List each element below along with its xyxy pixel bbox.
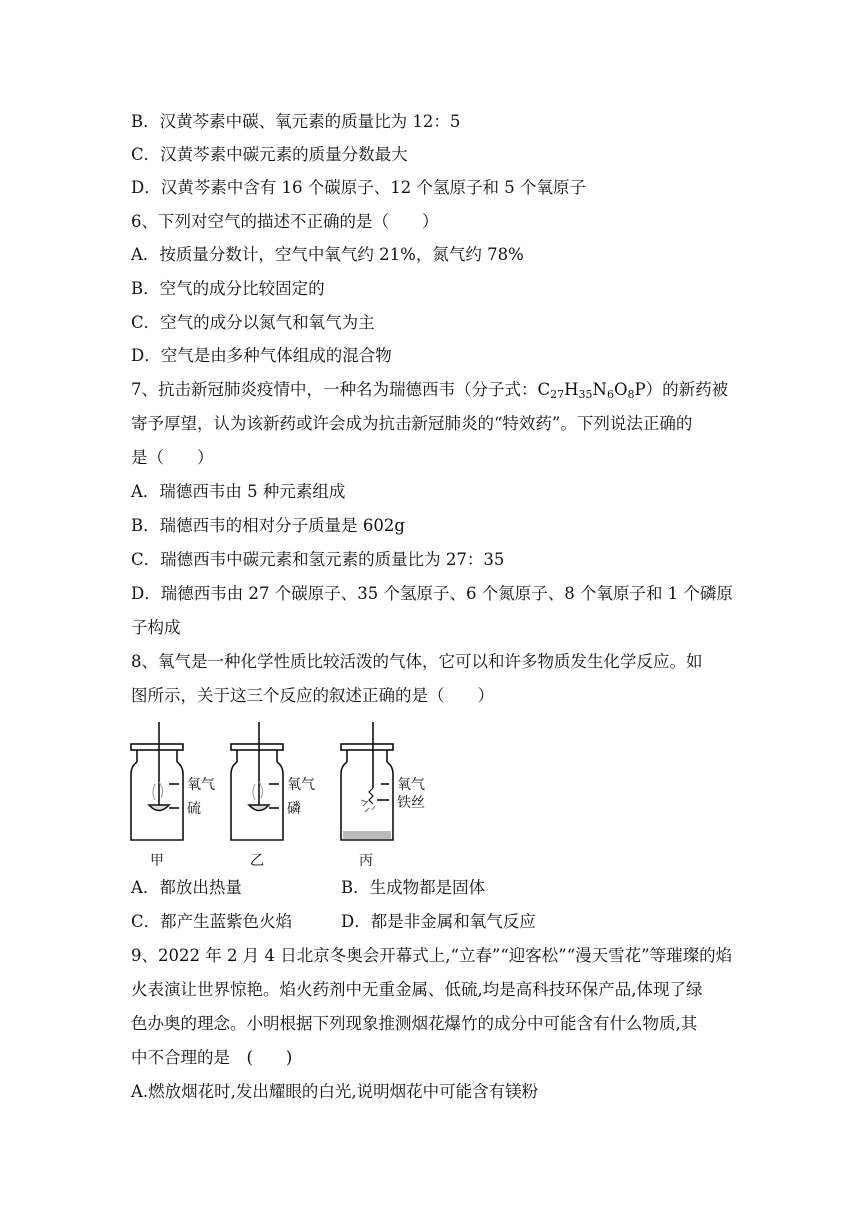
formula-sub-27: 27 [550,388,565,401]
jar-phosphorus [231,722,283,840]
label-oxygen-3: 氧气 [397,777,425,793]
q9-stem-line2: 火表演让世界惊艳。焰火药剂中无重金属、低硫,均是高科技环保产品,体现了绿 [131,980,703,999]
jar-label-bing: 丙 [359,853,373,869]
formula-o: O [613,380,628,399]
q7-stem-line2: 寄予厚望，认为该新药或许会成为抗击新冠肺炎的“特效药”。下列说法正确的 [131,414,693,433]
label-phosphorus: 磷 [287,801,301,817]
q7-stem-pre: 7、抗击新冠肺炎疫情中，一种名为瑞德西韦（分子式：C [131,380,551,399]
jar-label-jia: 甲 [150,853,164,869]
q6-stem: 6、下列对空气的描述不正确的是（ ） [131,212,439,231]
label-oxygen-1: 氧气 [187,777,215,793]
q9-stem-line3: 色办奥的理念。小明根据下列现象推测烟花爆竹的成分中可能含有什么物质,其 [131,1014,698,1033]
q5-option-b: B．汉黄芩素中碳、氧元素的质量比为 12：5 [131,112,461,131]
q7-option-d-line2: 子构成 [131,618,181,637]
q8-options-row2 [131,911,536,933]
q6-option-d: D．空气是由多种气体组成的混合物 [131,346,392,365]
q8-option-c: C．都产生蓝紫色火焰 [131,912,293,931]
q9-option-a: A.燃放烟花时,发出耀眼的白光,说明烟花中可能含有镁粉 [131,1082,539,1101]
q7-option-b: B．瑞德西韦的相对分子质量是 602g [131,516,405,535]
label-oxygen-2: 氧气 [287,777,315,793]
formula-sub-8: 8 [627,388,635,401]
q7-option-c: C．瑞德西韦中碳元素和氢元素的质量比为 27：35 [131,550,505,569]
label-iron-wire: 铁丝 [397,795,425,811]
q8-stem-line2: 图所示，关于这三个反应的叙述正确的是（ ） [131,686,494,705]
q7-option-d-line1: D．瑞德西韦由 27 个碳原子、35 个氢原子、6 个氮原子、8 个氧原子和 1 个磷原 [131,584,733,603]
combustion-figure [125,714,455,874]
jar-label-yi: 乙 [250,853,264,869]
formula-sub-6: 6 [606,388,614,401]
q8-option-d: D．都是非金属和氧气反应 [341,912,536,931]
formula-n: N [592,380,607,399]
q5-option-c: C．汉黄芩素中碳元素的质量分数最大 [131,145,408,164]
q7-option-a: A．瑞德西韦由 5 种元素组成 [131,482,346,501]
q6-option-a: A．按质量分数计，空气中氧气约 21%，氮气约 78% [131,245,524,264]
q8-options-row1 [131,877,486,899]
q5-option-d: D．汉黄芩素中含有 16 个碳原子、12 个氢原子和 5 个氧原子 [131,178,586,197]
q8-stem-line1: 8、氧气是一种化学性质比较活泼的气体，它可以和许多物质发生化学反应。如 [131,652,703,671]
jar-sulfur [131,722,183,840]
q7-stem-line3: 是（ ） [131,448,214,467]
formula-sub-35: 35 [578,388,593,401]
q7-stem-post: P）的新药被 [634,380,729,399]
q8-option-b: B．生成物都是固体 [341,878,486,897]
q8-option-a: A．都放出热量 [131,878,242,897]
formula-h: H [564,380,579,399]
q9-stem-line1: 9、2022 年 2 月 4 日北京冬奥会开幕式上,“立春”“迎客松”“漫天雪花”等璀璨的焰 [131,946,733,965]
jar-iron-wire [341,722,393,840]
label-sulfur: 硫 [187,801,201,817]
q6-option-b: B．空气的成分比较固定的 [131,279,325,298]
q9-stem-line4: 中不合理的是 ( ) [131,1048,293,1067]
q7-stem-line1 [131,379,728,406]
q6-option-c: C．空气的成分以氮气和氧气为主 [131,313,375,332]
